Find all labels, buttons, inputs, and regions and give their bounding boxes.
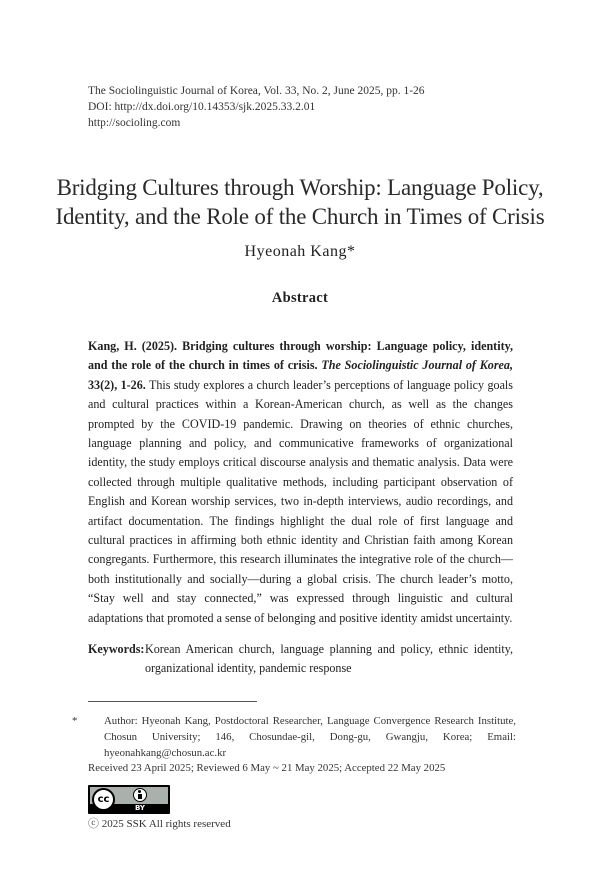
abstract-text: This study explores a church leader’s perceptions of language policy goals and cultural practices within a Korean-American church, as well as the changes prompted by the COVID-19 pandemic. Drawing on theories of ethnic churches, language planning and policy, and communicative frameworks of organizational identity, the study employs critical discourse analysis and thematic analysis. Data were collected through multiple qualitative methods, including participant observation of English and Korean worship services, two in-depth interviews, audio recordings, and artifact documentation. The findings highlight the dual role of first language and cultural practices in affirming both ethnic identity and Christian faith among Korean congregants. Furthermore, this research illuminates the integrative role of the church—both institutionally and socially—during a global crisis. The church leader’s motto, “Stay well and stay connected,” was expressed through linguistic and cultural adaptations that promoted a sense of belonging and positive identity amidst uncertainty. bbox=[88, 377, 513, 625]
footnote-author-text: Author: Hyeonah Kang, Postdoctoral Researcher, Language Convergence Research Institute, Chosun University; 146, Chosundae-gil, Dong-gu, Gwangju, Korea; Email: hyeonahkang@chosun.ac.kr bbox=[104, 715, 516, 759]
footnote-divider bbox=[88, 701, 257, 702]
abstract-citation: Kang, H. (2025). Bridging cultures through worship: Language policy, identity, and the role of the church in times of crisis. bbox=[88, 339, 513, 373]
paper-title bbox=[0, 173, 600, 231]
creative-commons-by-icon[interactable] bbox=[88, 785, 170, 814]
doi-line[interactable]: DOI: http://dx.doi.org/10.14353/sjk.2025.33.2.01 bbox=[88, 101, 316, 113]
journal-citation-line: The Sociolinguistic Journal of Korea, Vol. 33, No. 2, June 2025, pp. 1-26 bbox=[88, 85, 425, 97]
copyright-notice: ⓒ 2025 SSK All rights reserved bbox=[88, 818, 231, 830]
footnote-marker: * bbox=[72, 715, 78, 727]
journal-url[interactable]: http://socioling.com bbox=[88, 117, 181, 129]
footnote-dates: Received 23 April 2025; Reviewed 6 May ~ 21 May 2025; Accepted 22 May 2025 bbox=[88, 762, 446, 775]
abstract-citation-journal: The Sociolinguistic Journal of Korea, bbox=[321, 358, 513, 373]
keywords bbox=[88, 640, 513, 679]
keywords-text: Korean American church, language planning and policy, ethnic identity, organizational identity, pandemic response bbox=[145, 642, 513, 676]
abstract-heading: Abstract bbox=[271, 290, 329, 306]
abstract-body bbox=[88, 337, 513, 628]
keywords-label: Keywords: bbox=[88, 642, 145, 656]
author-name: Hyeonah Kang* bbox=[244, 243, 356, 260]
abstract-citation-volume: 33(2), 1-26. bbox=[88, 377, 146, 392]
attribution-person-icon bbox=[133, 788, 147, 802]
cc-icon: cc bbox=[92, 788, 115, 811]
by-label: BY bbox=[134, 804, 146, 812]
title-line-2: Identity, and the Role of the Church in Times of Crisis bbox=[55, 204, 545, 229]
footnote-author-info bbox=[72, 714, 516, 761]
footnote bbox=[72, 714, 516, 777]
title-line-1: Bridging Cultures through Worship: Language Policy, bbox=[56, 175, 544, 200]
